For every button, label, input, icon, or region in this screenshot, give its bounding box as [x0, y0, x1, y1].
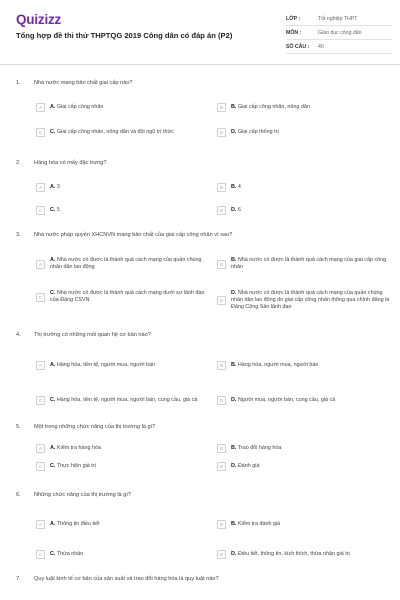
option-text: B. Kiểm tra đánh giá: [231, 521, 281, 527]
option-label: C.: [50, 207, 56, 213]
question-prompt: Một trong những chức năng của thị trường là gì?: [34, 424, 156, 430]
meta-row-class: [286, 12, 392, 26]
option-text: B. 4: [231, 184, 241, 190]
option-label: A.: [50, 104, 56, 110]
option-letter-box: B: [217, 361, 226, 370]
option-text: A. Giai cấp công nhân: [50, 104, 104, 110]
answer-option-b[interactable]: [217, 257, 391, 271]
option-label: C.: [50, 463, 56, 469]
option-letter-box: A: [36, 444, 45, 453]
option-label: C.: [50, 397, 56, 403]
option-text: B. Hàng hóa, người mua, người bán: [231, 362, 319, 368]
option-text: B. Giai cấp công nhân, nông dân: [231, 104, 310, 110]
question-prompt: Quy luật kinh tế cơ bản của sản xuất và trao đổi hàng hóa là quy luật nào?: [34, 576, 219, 582]
option-letter-box: C: [36, 396, 45, 405]
option-letter-box: C: [36, 462, 45, 471]
question-text: [16, 424, 386, 430]
answer-option-b[interactable]: [217, 520, 391, 529]
question-prompt: Nhà nước pháp quyền XHCNVN mang bản chất của giai cấp công nhân vì sao?: [34, 232, 233, 238]
answer-option-d[interactable]: [217, 396, 391, 405]
answer-option-d[interactable]: [217, 462, 391, 471]
answer-option-b[interactable]: [217, 103, 391, 112]
header-divider: [0, 64, 400, 65]
option-label: A.: [50, 521, 56, 527]
option-letter-box: A: [36, 183, 45, 192]
option-text: B. Trao đổi hàng hóa: [231, 445, 282, 451]
option-text: D. Giai cấp thống trị: [231, 129, 279, 135]
option-label: C.: [50, 129, 56, 135]
option-letter-box: D: [217, 128, 226, 137]
question-text: [16, 80, 386, 86]
option-letter-box: B: [217, 260, 226, 269]
question-text: [16, 332, 386, 338]
question-number: 6.: [16, 492, 21, 498]
question-number: 4.: [16, 332, 21, 338]
option-letter-box: A: [36, 103, 45, 112]
meta-value: Tốt nghiệp THPT: [318, 15, 358, 22]
option-letter-box: C: [36, 128, 45, 137]
question-number: 2.: [16, 160, 21, 166]
option-letter-box: B: [217, 183, 226, 192]
meta-row-subject: [286, 26, 392, 40]
option-text: D. Nhà nước có được là thành quả cách mạng của quần chúng nhân dân lao động do giai cấp công nhân thông qua chính đảng là Đảng Cộng Sản lãnh đạo: [231, 290, 390, 310]
page-title: Tổng hợp đề thi thử THPTQG 2019 Công dân có đáp án (P2): [16, 31, 233, 40]
answer-option-c[interactable]: [36, 396, 210, 405]
option-label: C.: [50, 551, 56, 557]
option-letter-box: D: [217, 206, 226, 215]
brand-logo: Quizizz: [16, 12, 62, 27]
question-number: 5.: [16, 424, 21, 430]
meta-key: MÔN :: [286, 29, 302, 36]
question-text: [16, 576, 386, 582]
answer-option-a[interactable]: [36, 444, 210, 453]
option-text: C. Hàng hóa, tiền tệ, người mua, người bán, cung cầu, giá cả: [50, 397, 198, 403]
answer-option-b[interactable]: [217, 183, 391, 192]
answer-option-d[interactable]: [217, 128, 391, 137]
option-letter-box: D: [217, 550, 226, 559]
question-prompt: Những chức năng của thị trường là gì?: [34, 492, 131, 498]
option-text: D. 6: [231, 207, 241, 213]
question-prompt: Thị trường có những mối quan hệ cơ bản nào?: [34, 332, 151, 338]
option-text: A. 3: [50, 184, 60, 190]
option-text: C. Thực hiện giá trị: [50, 463, 96, 469]
option-label: B.: [231, 362, 237, 368]
option-letter-box: C: [36, 550, 45, 559]
option-label: D.: [231, 463, 237, 469]
option-text: C. Giai cấp công nhân, nông dân và đội ngũ trí thức: [50, 129, 174, 135]
option-text: C. Thừa nhận: [50, 551, 84, 557]
meta-value: 40: [318, 43, 324, 50]
question-prompt: Hàng hóa có mấy đặc trưng?: [34, 160, 107, 166]
option-letter-box: D: [217, 462, 226, 471]
option-text: A. Kiểm tra hàng hóa: [50, 445, 101, 451]
answer-option-d[interactable]: [217, 290, 391, 311]
question-text: [16, 232, 386, 238]
option-label: D.: [231, 290, 237, 296]
answer-option-a[interactable]: [36, 361, 210, 370]
meta-key: SỐ CÂU :: [286, 43, 310, 50]
option-text: A. Thông tin điều tiết: [50, 521, 100, 527]
option-text: D. Người mua, người bán, cung cầu, giá cả: [231, 397, 336, 403]
option-letter-box: B: [217, 520, 226, 529]
option-text: B. Nhà nước có được là thành quả cách mạng của giai cấp công nhân: [231, 257, 387, 270]
option-label: B.: [231, 257, 237, 263]
option-letter-box: D: [217, 396, 226, 405]
option-label: A.: [50, 362, 56, 368]
answer-option-b[interactable]: [217, 444, 391, 453]
answer-option-d[interactable]: [217, 550, 391, 559]
answer-option-d[interactable]: [217, 206, 391, 215]
question-prompt: Nhà nước mang bản chất giai cấp nào?: [34, 80, 133, 86]
answer-option-c[interactable]: [36, 128, 210, 137]
option-label: B.: [231, 521, 237, 527]
answer-option-a[interactable]: [36, 257, 210, 271]
question-text: [16, 492, 386, 498]
question-text: [16, 160, 386, 166]
answer-option-b[interactable]: [217, 361, 391, 370]
option-letter-box: A: [36, 361, 45, 370]
meta-key: LỚP :: [286, 15, 301, 22]
option-label: C.: [50, 290, 56, 296]
meta-value: Giáo dục công dân: [318, 29, 362, 36]
question-number: 3.: [16, 232, 21, 238]
answer-option-c[interactable]: [36, 550, 210, 559]
option-label: D.: [231, 397, 237, 403]
option-text: A. Nhà nước có được là thành quả cách mạng của quần chúng nhân dân lao động: [50, 257, 202, 270]
answer-option-c[interactable]: [36, 206, 210, 215]
option-letter-box: A: [36, 520, 45, 529]
option-label: B.: [231, 104, 237, 110]
option-text: C. Nhà nước có được là thành quả cách mạng dưới sự lãnh đạo của Đảng CSVN: [50, 290, 205, 303]
question-number: 7.: [16, 576, 21, 582]
answer-option-c[interactable]: [36, 290, 210, 304]
option-label: A.: [50, 445, 56, 451]
option-label: B.: [231, 445, 237, 451]
question-number: 1.: [16, 80, 21, 86]
answer-option-a[interactable]: [36, 103, 210, 112]
answer-option-a[interactable]: [36, 183, 210, 192]
meta-row-count: [286, 40, 392, 54]
option-letter-box: C: [36, 206, 45, 215]
option-letter-box: B: [217, 103, 226, 112]
option-text: A. Hàng hóa, tiền tệ, người mua, người bán: [50, 362, 156, 368]
option-text: D. Đánh giá: [231, 463, 260, 469]
option-letter-box: A: [36, 260, 45, 269]
answer-option-c[interactable]: [36, 462, 210, 471]
option-text: D. Điều tiết, thông tin, kích thích, thừa nhận giá trị: [231, 551, 350, 557]
option-letter-box: D: [217, 296, 226, 305]
option-label: D.: [231, 129, 237, 135]
answer-option-a[interactable]: [36, 520, 210, 529]
option-label: D.: [231, 207, 237, 213]
option-label: D.: [231, 551, 237, 557]
option-letter-box: C: [36, 293, 45, 302]
option-label: A.: [50, 184, 56, 190]
option-letter-box: B: [217, 444, 226, 453]
option-label: A.: [50, 257, 56, 263]
meta-table: [286, 12, 392, 54]
option-label: B.: [231, 184, 237, 190]
option-text: C. 5: [50, 207, 60, 213]
